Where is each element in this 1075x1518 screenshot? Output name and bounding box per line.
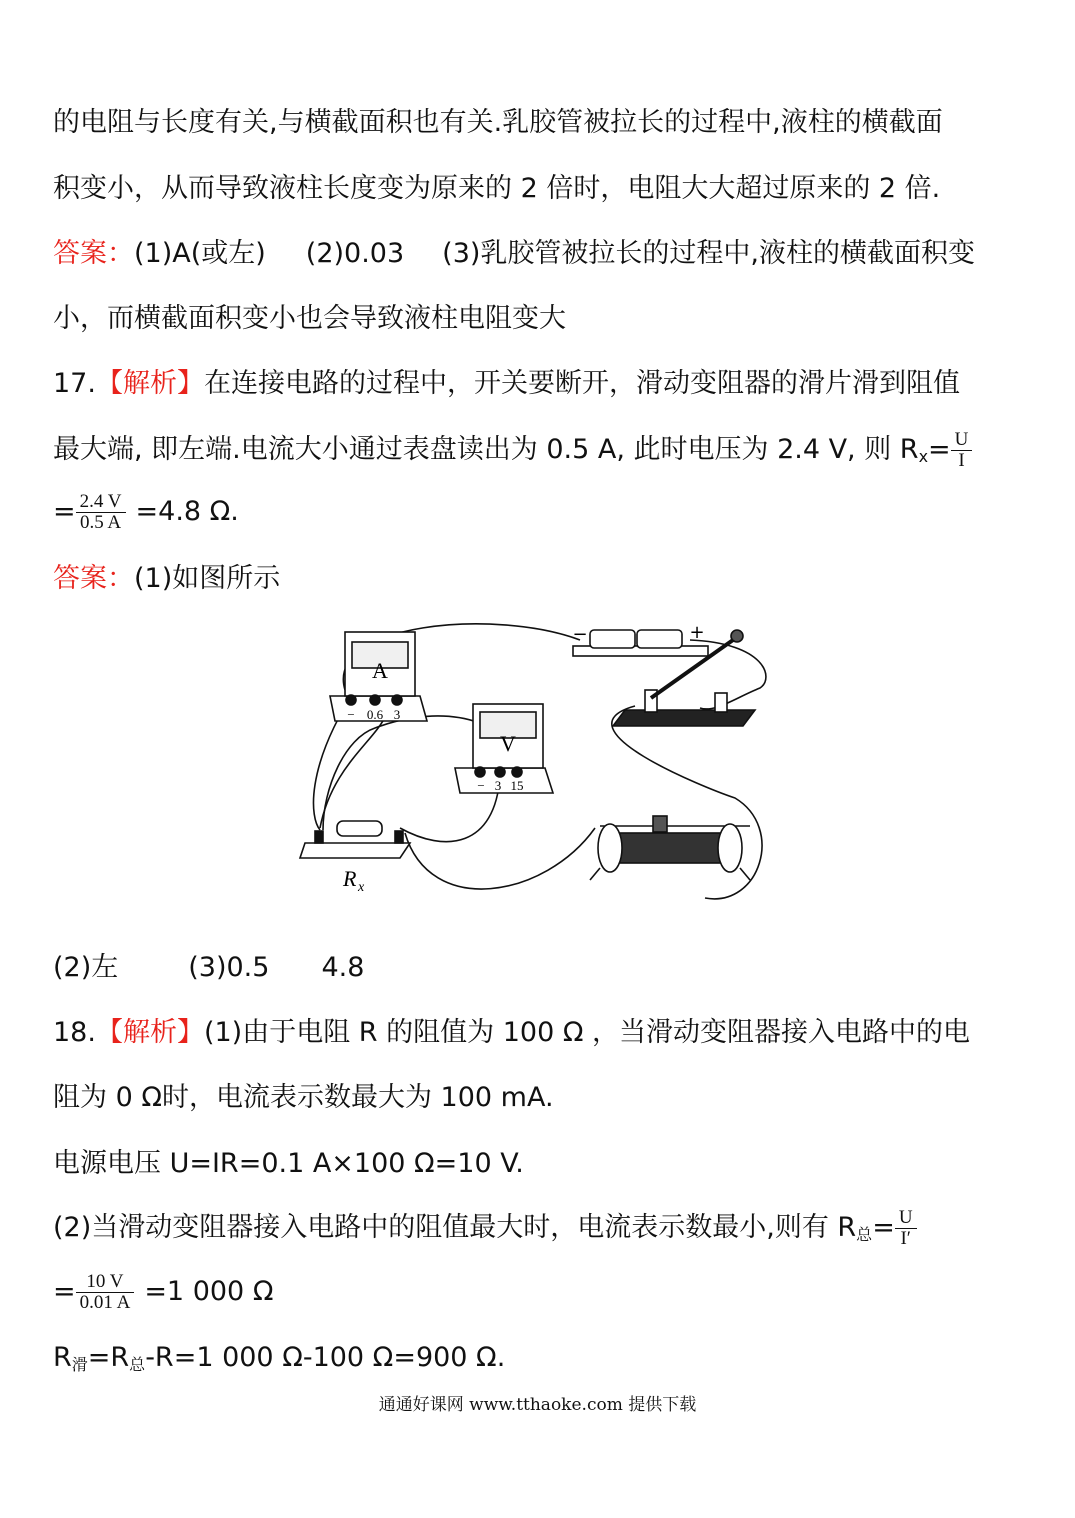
q18-l4-eq: = xyxy=(872,1212,895,1243)
wire-switch-rheostat xyxy=(612,706,762,899)
q18-l5-eq: = xyxy=(53,1276,76,1307)
q18-l5-result: =1 000 Ω xyxy=(144,1276,274,1307)
answer-label: 答案： xyxy=(53,563,134,594)
q17-line-3 xyxy=(53,491,239,533)
q18-l6-end: -R=1 000 Ω-100 Ω=900 Ω. xyxy=(145,1342,506,1373)
q17-line-1 xyxy=(53,367,960,401)
rheostat xyxy=(590,816,750,880)
battery-minus: − xyxy=(572,624,588,645)
ammeter-tick-3: 3 xyxy=(393,707,401,722)
q18-l4-num: U xyxy=(895,1208,917,1229)
q17-frac-den: I xyxy=(958,450,965,471)
resistor-rx xyxy=(300,821,410,858)
voltmeter-letter: V xyxy=(500,731,516,756)
q18-l6-sub2: 总 xyxy=(129,1355,146,1374)
q18-l4-den: I′ xyxy=(900,1228,911,1249)
q18-line-1 xyxy=(53,1016,970,1050)
q17-l3-result: =4.8 Ω. xyxy=(135,496,239,527)
q17-text-1: 在连接电路的过程中，开关要断开，滑动变阻器的滑片滑到阻值 xyxy=(203,368,960,399)
q17-number: 17. xyxy=(53,368,96,399)
q17-analysis-tag: 【解析】 xyxy=(95,368,204,399)
answer-17-part2: (2)左 xyxy=(53,952,119,983)
answer-label: 答案： xyxy=(53,238,134,269)
q18-fraction-values xyxy=(76,1272,135,1313)
wire-resistor-rheostat xyxy=(405,828,595,889)
q18-line-5 xyxy=(53,1271,274,1313)
q17-text-2: 最大端, 即左端.电流大小通过表盘读出为 0.5 A, 此时电压为 2.4 V, 则 R xyxy=(53,434,919,465)
q17-l3-den: 0.5 A xyxy=(79,512,122,533)
text-line-1: 的电阻与长度有关,与横截面积也有关.乳胶管被拉长的过程中,液柱的横截面 xyxy=(53,107,943,138)
q17-rx-sub: x xyxy=(918,447,929,466)
battery-plus: + xyxy=(689,622,705,643)
q18-line-3: 电源电压 U=IR=0.1 A×100 Ω=10 V. xyxy=(53,1148,524,1179)
answer-16 xyxy=(53,237,975,271)
q18-text-4: (2)当滑动变阻器接入电路中的阻值最大时，电流表示数最小,则有 R xyxy=(53,1212,857,1243)
q18-line-6 xyxy=(53,1341,505,1375)
answer-16-part3: (3)乳胶管被拉长的过程中,液柱的横截面积变 xyxy=(442,238,975,269)
q17-l3-num: 2.4 V xyxy=(76,492,126,513)
ammeter-tick-neg: − xyxy=(347,707,355,722)
q18-line-4 xyxy=(53,1207,917,1249)
answer-17-part4: 4.8 xyxy=(321,952,365,983)
q18-l5-den: 0.01 A xyxy=(79,1292,131,1313)
q17-eq: = xyxy=(928,434,951,465)
q18-line-2: 阻为 0 Ω时，电流表示数最大为 100 mA. xyxy=(53,1082,554,1113)
q18-analysis-tag: 【解析】 xyxy=(95,1017,204,1048)
q18-l4-sub: 总 xyxy=(856,1225,873,1244)
page-footer: 通通好课网 www.tthaoke.com 提供下载 xyxy=(378,1395,697,1415)
q18-l5-num: 10 V xyxy=(76,1272,135,1293)
q18-l6-r: R xyxy=(53,1342,72,1373)
answer-17-cont xyxy=(53,951,364,985)
voltmeter-tick-15: 15 xyxy=(510,778,524,793)
text-line-2: 积变小，从而导致液柱长度变为原来的 2 倍时，电阻大大超过原来的 2 倍. xyxy=(53,173,941,204)
q17-fraction-ui xyxy=(951,430,973,471)
ammeter-tick-06: 0.6 xyxy=(366,707,384,722)
resistor-sub: x xyxy=(358,880,365,895)
answer-17-part1: (1)如图所示 xyxy=(134,563,281,594)
q18-text-1: (1)由于电阻 R 的阻值为 100 Ω ，当滑动变阻器接入电路中的电 xyxy=(203,1017,971,1048)
voltmeter-tick-3: 3 xyxy=(494,778,502,793)
answer-17-part3: (3)0.5 xyxy=(188,952,270,983)
q17-frac-num: U xyxy=(951,430,973,451)
answer-16-part2: (2)0.03 xyxy=(305,238,405,269)
answer-16-cont: 小，而横截面积变小也会导致液柱电阻变大 xyxy=(53,303,566,334)
q17-fraction-values xyxy=(76,492,126,533)
circuit-diagram xyxy=(295,618,785,908)
ammeter-letter: A xyxy=(372,658,388,683)
q18-l6-sub1: 滑 xyxy=(71,1355,88,1374)
answer-16-part1: (1)A(或左) xyxy=(134,238,266,269)
battery xyxy=(573,630,708,656)
answer-17 xyxy=(53,562,280,596)
q18-number: 18. xyxy=(53,1017,96,1048)
q17-line-2 xyxy=(53,429,972,471)
resistor-label: R xyxy=(343,866,357,891)
q17-l3-eq: = xyxy=(53,496,76,527)
voltmeter-tick-neg: − xyxy=(477,778,485,793)
q18-l6-mid: =R xyxy=(87,1342,130,1373)
q18-fraction-ui xyxy=(895,1208,917,1249)
